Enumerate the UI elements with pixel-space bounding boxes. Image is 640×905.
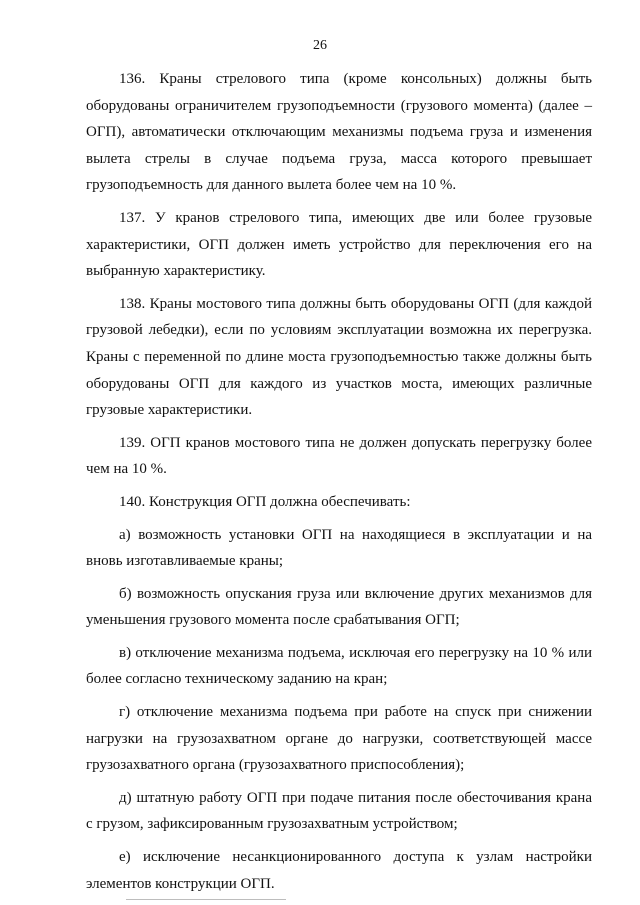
list-item-g: г) отключение механизма подъема при работе на спуск при снижении нагрузки на грузозахватном органе до нагрузки, соответствующей массе грузозахватного органа (грузозахватного приспособления);	[86, 704, 592, 774]
scan-edge-line	[126, 899, 286, 900]
paragraph-140: 140. Конструкция ОГП должна обеспечивать:	[119, 493, 411, 510]
paragraph-136: 136. Краны стрелового типа (кроме консольных) должны быть оборудованы ограничителем грузоподъемности (грузового момента) (далее – ОГП), автоматически отключающим механизмы подъема груза и изменения вылета стрелы в случае подъема груза, масса которого превышает грузоподъемность для данного вылета более чем на 10 %.	[86, 71, 592, 194]
list-item-e: е) исключение несанкционированного доступа к узлам настройки элементов конструкции ОГП.	[86, 849, 592, 892]
paragraph-139: 139. ОГП кранов мостового типа не должен допускать перегрузку более чем на 10 %.	[86, 434, 592, 478]
list-item-d: д) штатную работу ОГП при подаче питания после обесточивания крана с грузом, зафиксированным грузозахватным устройством;	[86, 789, 592, 833]
paragraph-138: 138. Краны мостового типа должны быть оборудованы ОГП (для каждой грузовой лебедки), если по условиям эксплуатации возможна их перегрузка. Краны с переменной по длине моста грузоподъемностью также должны быть оборудованы ОГП для каждого из участков моста, имеющих различные грузовые характеристики.	[86, 295, 592, 419]
page-number: 26	[313, 38, 327, 53]
list-item-b: б) возможность опускания груза или включение других механизмов для уменьшения грузового момента после срабатывания ОГП;	[86, 585, 592, 629]
document-body	[86, 66, 592, 903]
list-item-a: а) возможность установки ОГП на находящиеся в эксплуатации и на вновь изготавливаемые краны;	[86, 526, 592, 570]
list-item-v: в) отключение механизма подъема, исключая его перегрузку на 10 % или более согласно техническому заданию на кран;	[86, 644, 592, 688]
paragraph-137: 137. У кранов стрелового типа, имеющих две или более грузовые характеристики, ОГП должен иметь устройство для переключения его на выбранную характеристику.	[86, 209, 592, 280]
